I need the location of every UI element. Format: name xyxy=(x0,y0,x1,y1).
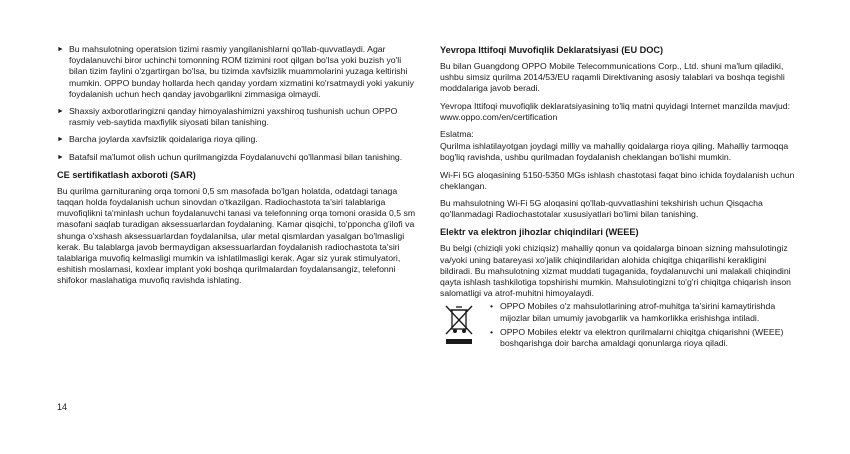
list-item: ► Shaxsiy axborotlaringizni qanday himoyalashimizni yaxshiroq tushunish uchun OPPO rasmiy veb-saytida maxfiylik siyosati bilan tanishing. xyxy=(57,106,398,128)
note-paragraph: Qurilma ishlatilayotgan joydagi milliy va mahalliy qoidalarga rioya qiling. Mahalliy tarmoqqa bog'liq ravishda, ushbu qurilmadan foydalanish cheklangan bo'lishi mumkin. xyxy=(440,141,789,163)
weee-paragraph: Bu belgi (chiziqli yoki chiziqsiz) mahalliy qonun va qoidalarga binoan sizning mahsulotingiz va/yoki uning batareyasi xo'jalik chiqindilaridan alohida chiqitga chiqarilishi kerakligini bildiradi. Bu mahsulotning xizmat muddati tugaganida, foydalanuvchi uni malakali chiqindini qayta ishlash tashkilotiga topshirishi mumkin. Mahsulotingizni to'g'ri chiqitga chiqarish inson salomatligi va atrof-muhitni himoyalaydi. xyxy=(440,243,791,299)
dot-bullet-icon: • xyxy=(490,326,494,337)
list-item: • OPPO Mobiles o'z mahsulotlarining atrof-muhitga ta'sirini kamaytirishda mijozlar bilan umumiy javobgarlik va hamkorlikka erishishga intiladi. xyxy=(490,301,776,323)
wifi-check-paragraph: Bu mahsulotning Wi-Fi 5G aloqasini qo'llab-quvvatlashini tekshirish uchun Qisqacha qo'llanmadagi Radiochastotalar xususiyatlari bo'limi bilan tanishing. xyxy=(440,198,763,220)
dot-bullet-icon: • xyxy=(490,301,494,312)
page-number: 14 xyxy=(57,402,68,412)
arrow-bullet-icon: ► xyxy=(57,108,64,116)
list-item: ► Bu mahsulotning operatsion tizimi rasmiy yangilanishlarni qo'llab-quvvatlaydi. Agar foydalanuvchi biror uchinchi tomonning ROM tizimini root qilgan bo'lsa yoki buzish yo'li bilan tizim faylini o'zgartirgan bo'lsa, bu tizimda xavfsizlik muammolarini yuzaga keltirishi mumkin. OPPO bunday hollarda hech qanday yordam xizmatini ko'rsatmaydi yoki yakuniy foydalanish uchun hech qanday javobgarlikni zimmasiga olmaydi. xyxy=(57,44,414,99)
eu-doc-url-paragraph: Yevropa Ittifoqi muvofiqlik deklaratsiyasining to'liq matni quyidagi Internet manzilda mavjud: www.oppo.com/en/certification xyxy=(440,100,790,122)
arrow-bullet-icon: ► xyxy=(57,46,64,53)
list-item: • OPPO Mobiles elektr va elektron qurilmalarni chiqitga chiqarishni (WEEE) boshqarishga doir barcha amaldagi qonunlarga rioya qiladi. xyxy=(490,326,784,349)
list-item: ► Barcha joylarda xavfsizlik qoidalariga rioya qiling. xyxy=(57,134,258,145)
sar-heading: CE sertifikatlash axboroti (SAR) xyxy=(57,169,196,180)
arrow-bullet-icon: ► xyxy=(57,153,64,161)
note-label: Eslatma: xyxy=(440,129,474,140)
list-item: ► Batafsil ma'lumot olish uchun qurilmangizda Foydalanuvchi qo'llanmasi bilan tanishing. xyxy=(57,151,403,162)
weee-bullet-list xyxy=(490,301,796,352)
left-column xyxy=(57,44,417,293)
right-column xyxy=(440,44,796,352)
sar-paragraph: Bu qurilma garnituraning orqa tomoni 0,5 sm masofada bo'lgan holatda, odatdagi tanaga taqqan holda foydalanish uchun sinovdan o'tkazilgan. Radiochastota ta'siri talablariga muvofiqlikni ta'minlash uchun foydalanuvchi tanasi va telefonning orqa tomoni orasida 0,5 sm masofani saqlab turadigan aksessuarlardan foydalaning. Kamar qisqichi, to'pponcha g'ilofi va shunga o'xshash aksessuarlardan foydalanilsa, ular metal qismlardan yasalgan bo'lmasligi kerak. Bu talablarga javob bermaydigan aksessuarlardan foydalanish radiochastota ta'siri talablariga muvofiq kelmasligi mumkin va ishlatilmasligi kerak. Agar siz yurak stimulyatori, eshitish moslamasi, koxlear implant yoki boshqa qurilmalardan foydalansangiz, telefonni shifokor maslahatiga muvofiq ravishda ishlating. xyxy=(57,185,416,286)
eu-doc-paragraph: Bu bilan Guangdong OPPO Mobile Telecommunications Corp., Ltd. shuni ma'lum qiladiki, ushbu simsiz qurilma 2014/53/EU raqamli Direktivaning asosiy talablari va boshqa tegishli moddalariga javob beradi. xyxy=(440,61,785,94)
weee-heading: Elektr va elektron jihozlar chiqindilari (WEEE) xyxy=(440,227,639,238)
wifi-restriction-paragraph: Wi-Fi 5G aloqasining 5150-5350 MGs ishlash chastotasi faqat bino ichida foydalanish uchun cheklangan. xyxy=(440,169,795,191)
safety-bullet-list xyxy=(57,44,417,163)
crossed-out-wheelie-bin-icon xyxy=(442,303,476,347)
arrow-bullet-icon: ► xyxy=(57,136,64,144)
eu-doc-heading: Yevropa Ittifoqi Muvofiqlik Deklaratsiyasi (EU DOC) xyxy=(440,45,664,55)
weee-block xyxy=(440,301,796,352)
